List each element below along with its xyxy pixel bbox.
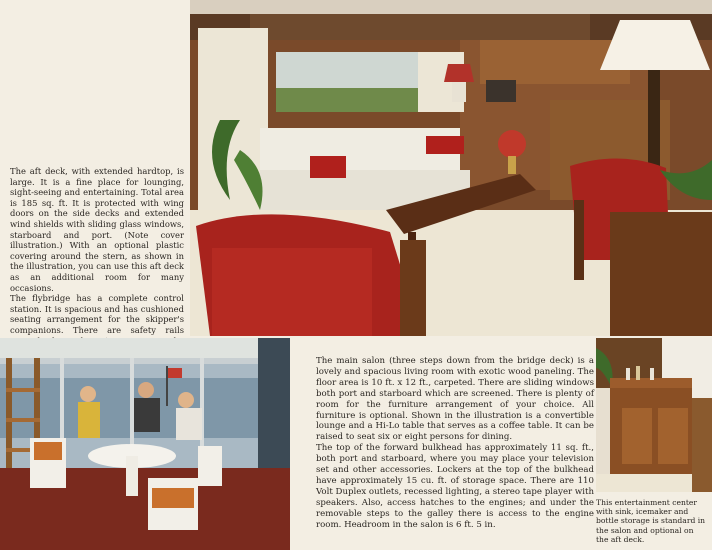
main-salon-description <box>316 356 594 531</box>
aft-deck-paragraph: The aft deck, with extended hardtop, is large. It is a fine place for lounging, sight-seeing and entertaining. Total area is 185 sq. ft. It is protected with wing doors on the side decks and extended wind shields with sliding glass windows, starboard and port. (Note cover illustration.) With an optional plastic covering around the stern, as shown in the illustration, you can use this aft deck as an additional room for many occasions. <box>10 166 184 293</box>
aft-deck-photo <box>0 338 290 550</box>
salon-paragraph: The main salon (three steps down from the bridge deck) is a lovely and spacious living room with exotic wood paneling. The floor area is 10 ft. x 12 ft., carpeted. There are sliding windows both port and starboard which are screened. There is plenty of room for the furniture arrangement of your choice. All furniture is optional. Shown in the illustration is a convertible lounge and a Hi-Lo table that serves as a coffee table. It can be raised to seat six or eight persons for dining. <box>316 356 594 443</box>
salon-photo <box>190 0 712 336</box>
flybridge-paragraph: The flybridge has a complete control station. It is spacious and has cushioned seating arrangement for the skipper's companions. There are safety rails <box>10 293 184 335</box>
bulkhead-paragraph: The top of the forward bulkhead has approximately 11 sq. ft., both port and starboard, where you may place your television set and other accessories. Lockers at the top of the bulkhead have approximately 15 cu. ft. of storage space. There are 110 Volt Duplex outlets, recessed lighting, a stereo tape player with speakers. Also, access hatches to the engines; and under the removable steps to the galley there is access to the engine room. Headroom in the salon is 6 ft. 5 in. <box>316 443 594 530</box>
entertainment-center-caption: This entertainment center with sink, icemaker and bottle storage is standard in the salon and optional on the aft deck. <box>596 498 706 544</box>
entertainment-center-photo <box>596 338 712 492</box>
aft-deck-description <box>10 166 184 357</box>
